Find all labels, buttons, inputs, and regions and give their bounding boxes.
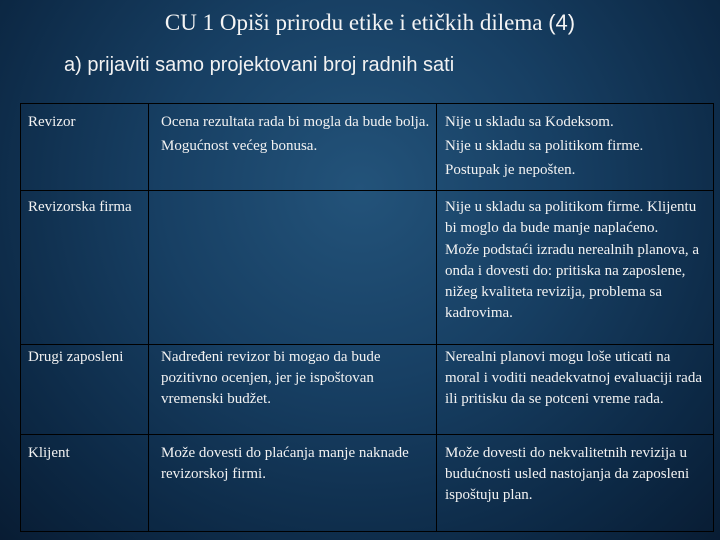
party-cell: Revizorska firma [21,191,149,345]
ethics-issues-cell [437,345,714,435]
consequences-cell [149,191,437,345]
party-cell: Drugi zaposleni [21,345,149,435]
ethics-issue-line: Može podstaći izradu nerealnih planova, a onda i dovesti do: pritiska na zaposlene, nižeg kvaliteta revizija, problema sa kadrovima. [445,242,700,321]
ethics-issues-cell [437,435,714,532]
ethics-issue-line: Nije u skladu sa politikom firme. Klijentu bi moglo da bude manje naplaćeno. [445,199,697,236]
ethics-issues-cell [437,104,714,191]
consequences-cell [149,104,437,191]
ethics-issue-line: Postupak je nepošten. [445,162,576,178]
party-cell: Klijent [21,435,149,532]
consequence-line: Nadređeni revizor bi mogao da bude pozitivno ocenjen, jer je ispoštovan vremenski budžet. [161,349,381,407]
table-row-drugi-zaposleni [21,345,714,435]
consequences-cell [149,345,437,435]
slide-title-text: CU 1 Opiši prirodu etike i etičkih dilema [164,10,543,35]
ethics-issue-line: Nerealni planovi mogu loše uticati na moral i voditi neadekvatnoj evaluaciji rada ili pritisku da se potceni vreme rada. [445,349,702,407]
ethics-issue-line: Može dovesti do nekvalitetnih revizija u budućnosti usled nastojanja da zaposleni ispoštuju plan. [445,445,690,503]
consequence-line: Ocena rezultata rada bi mogla da bude bolja. [161,114,430,130]
consequence-line: Mogućnost većeg bonusa. [161,138,318,154]
slide-title [0,10,720,36]
ethics-issues-cell [437,191,714,345]
slide-title-number: (4) [548,10,576,35]
consequences-cell [149,435,437,532]
table-row-revizor [21,104,714,191]
table-row-klijent [21,435,714,532]
ethics-issue-line: Nije u skladu sa Kodeksom. [445,114,614,130]
ethics-table [20,103,714,532]
table-row-revizorska-firma [21,191,714,345]
ethics-issue-line: Nije u skladu sa politikom firme. [445,138,644,154]
consequence-line: Može dovesti do plaćanja manje naknade revizorskoj firmi. [161,445,409,482]
party-cell: Revizor [21,104,149,191]
slide-subtitle: a) prijaviti samo projektovani broj radnih sati [64,54,455,76]
